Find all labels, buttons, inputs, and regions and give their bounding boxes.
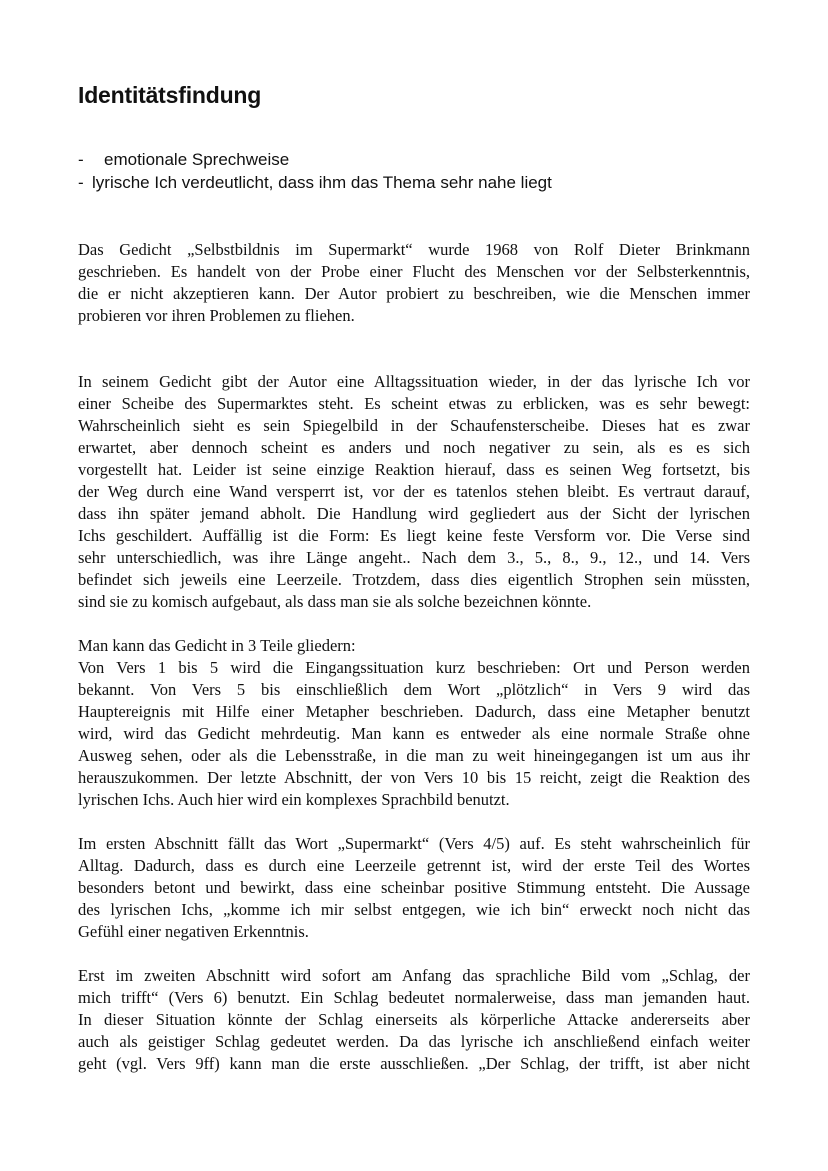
- text-line: Gefühl einer negativen Erkenntnis.: [78, 922, 309, 941]
- text-line: Man kann das Gedicht in 3 Teile gliedern:: [78, 636, 356, 655]
- bullet-marker: -: [78, 150, 84, 169]
- text-line: Das Gedicht „Selbstbildnis im Supermarkt“ wurde 1968 von Rolf Dieter Brinkmann: [78, 240, 750, 259]
- text-line: herauszukommen. Der letzte Abschnitt, der von Vers 10 bis 15 reicht, zeigt die Reaktion des: [78, 768, 750, 787]
- text-line: befindet sich jeweils eine Leerzeile. Trotzdem, dass dies eigentlich Strophen sein müssten,: [78, 570, 750, 589]
- bullet-text: lyrische Ich verdeutlicht, dass ihm das Thema sehr nahe liegt: [92, 173, 552, 192]
- paragraph-structure: [78, 635, 750, 811]
- page-title: Identitätsfindung: [78, 82, 262, 108]
- text-line: der Weg durch eine Wand versperrt ist, vor der es tatenlos stehen bleibt. Es vertraut darauf,: [78, 482, 750, 501]
- text-line: sehr unterschiedlich, was ihre Länge angeht.. Nach dem 3., 5., 8., 9., 12., und 14. Vers: [78, 548, 750, 567]
- text-line: des lyrischen Ichs, „komme ich mir selbst entgegen, wie ich bin“ erweckt noch nicht das: [78, 900, 750, 919]
- text-line: sind sie zu komisch aufgebaut, als dass man sie als solche bezeichnen könnte.: [78, 592, 592, 611]
- text-line: Erst im zweiten Abschnitt wird sofort am Anfang das sprachliche Bild vom „Schlag, der: [78, 966, 750, 985]
- text-line: bekannt. Von Vers 5 bis einschließlich dem Wort „plötzlich“ in Vers 9 wird das: [78, 680, 750, 699]
- text-line: In seinem Gedicht gibt der Autor eine Alltagssituation wieder, in der das lyrische Ich vor: [78, 372, 750, 391]
- text-line: Ausweg sehen, oder als die Lebensstraße, in die man zu weit hineingegangen ist um aus ihr: [78, 746, 750, 765]
- bullet-list: [78, 148, 552, 194]
- text-line: In dieser Situation könnte der Schlag einerseits als körperliche Attacke andererseits aber: [78, 1010, 750, 1029]
- text-line: Von Vers 1 bis 5 wird die Eingangssituation kurz beschrieben: Ort und Person werden: [78, 658, 750, 677]
- bullet-text: emotionale Sprechweise: [104, 150, 290, 169]
- bullet-marker: -: [78, 173, 84, 192]
- bullet-item: [78, 148, 552, 171]
- text-line: die er nicht akzeptieren kann. Der Autor probiert zu beschreiben, wie die Menschen immer: [78, 284, 750, 303]
- paragraph-first-section: [78, 833, 750, 943]
- text-line: dass ihn später jemand abholt. Die Handlung wird gegliedert aus der Sicht der lyrischen: [78, 504, 750, 523]
- text-line: einer Scheibe des Supermarktes steht. Es scheint etwas zu erblicken, was es sehr bewegt:: [78, 394, 750, 413]
- text-line: probieren vor ihren Problemen zu fliehen.: [78, 306, 355, 325]
- text-line: Ichs geschildert. Auffällig ist die Form: Es liegt keine feste Versform vor. Die Verse sind: [78, 526, 750, 545]
- text-line: lyrischen Ichs. Auch hier wird ein komplexes Sprachbild benutzt.: [78, 790, 510, 809]
- text-line: erwartet, aber dennoch scheint es anders und noch negativer zu sein, als es es sich: [78, 438, 750, 457]
- text-line: auch als geistiger Schlag gedeutet werden. Da das lyrische ich anschließend einfach weiter: [78, 1032, 750, 1051]
- text-line: Im ersten Abschnitt fällt das Wort „Supermarkt“ (Vers 4/5) auf. Es steht wahrscheinlich für: [78, 834, 750, 853]
- text-line: wird, wird das Gedicht mehrdeutig. Man kann es entweder als eine normale Straße ohne: [78, 724, 750, 743]
- text-line: geschrieben. Es handelt von der Probe einer Flucht des Menschen vor der Selbsterkenntnis,: [78, 262, 750, 281]
- text-line: Alltag. Dadurch, dass es durch eine Leerzeile getrennt ist, wird der erste Teil des Wortes: [78, 856, 750, 875]
- paragraph-second-section: [78, 965, 750, 1075]
- bullet-item: [78, 171, 552, 194]
- paragraph-intro: [78, 239, 750, 327]
- text-line: mich trifft“ (Vers 6) benutzt. Ein Schlag bedeutet normalerweise, dass man jemanden haut.: [78, 988, 750, 1007]
- text-line: vorgestellt hat. Leider ist seine einzige Reaktion hierauf, dass es seinen Weg fortsetzt, bis: [78, 460, 750, 479]
- text-line: besonders betont und bewirkt, dass eine scheinbar positive Stimmung entsteht. Die Aussage: [78, 878, 750, 897]
- text-line: geht (vgl. Vers 9ff) kann man die erste ausschließen. „Der Schlag, der trifft, ist aber nicht: [78, 1054, 750, 1073]
- paragraph-situation: [78, 371, 750, 613]
- text-line: Wahrscheinlich sieht es sein Spiegelbild in der Schaufensterscheibe. Dieses hat es zwar: [78, 416, 750, 435]
- text-line: Hauptereignis mit Hilfe einer Metapher beschrieben. Dadurch, dass eine Metapher benutzt: [78, 702, 750, 721]
